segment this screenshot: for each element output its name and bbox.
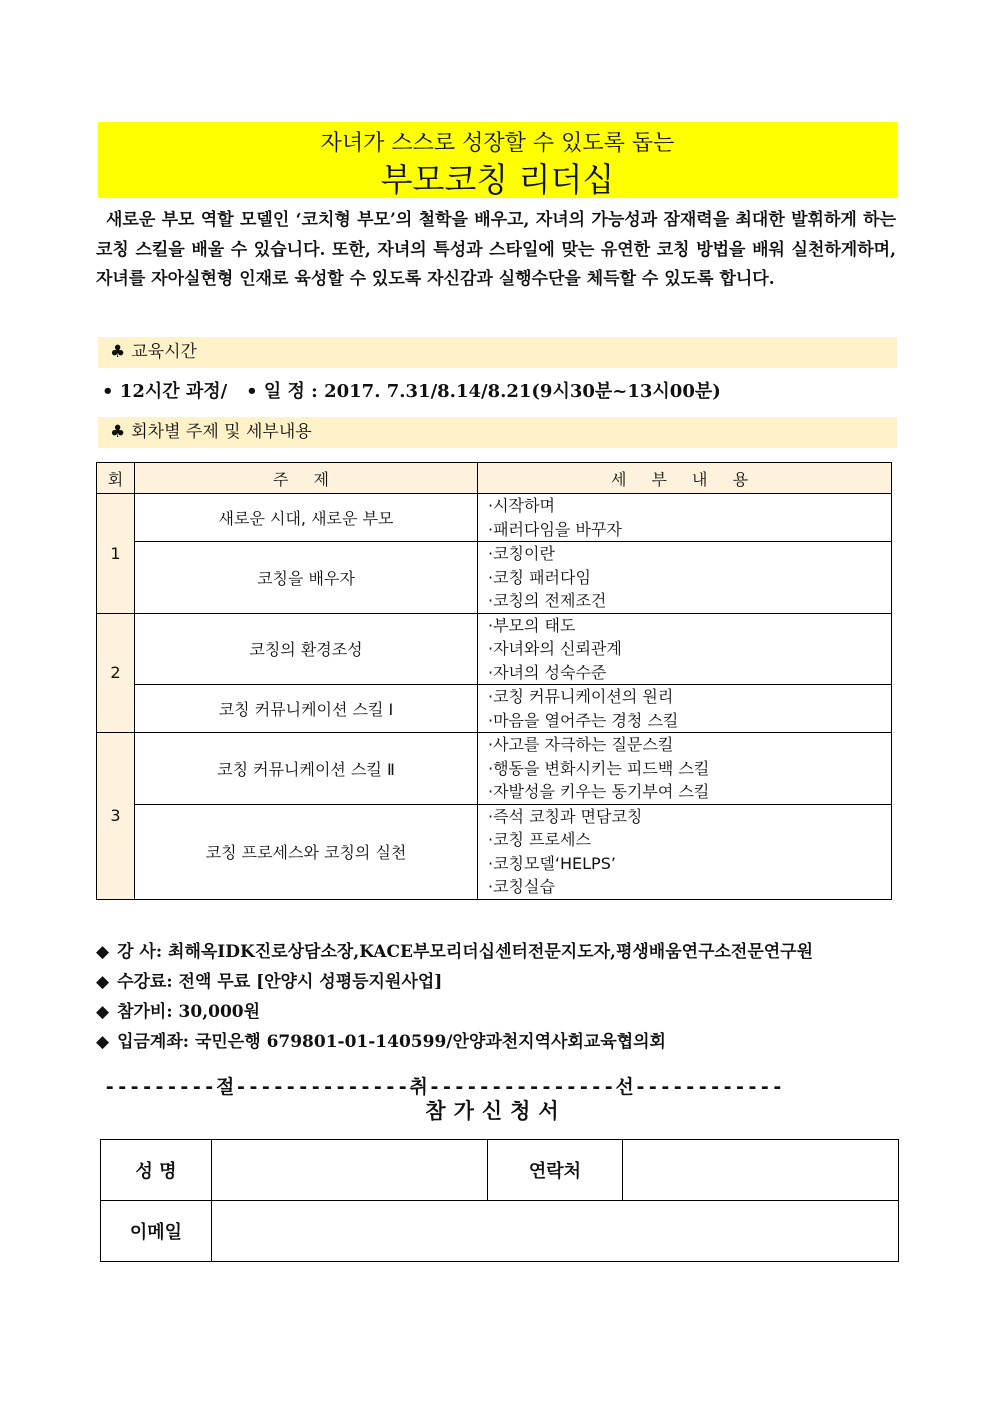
cut-line: ---------절--------------취---------------선------------ xyxy=(104,1076,785,1098)
detail-item: ·코칭의 전제조건 xyxy=(488,591,607,610)
diamond-icon: ◆ xyxy=(96,972,110,992)
bullet-icon: • xyxy=(102,381,114,402)
table-row xyxy=(97,804,892,899)
info-fee xyxy=(96,997,260,1022)
detail-cell xyxy=(478,804,892,899)
club-icon: ♣ xyxy=(110,342,126,362)
application-form xyxy=(100,1139,899,1262)
schedule-label: 일 정 : xyxy=(263,381,318,402)
topic-cell: 코칭 프로세스와 코칭의 실천 xyxy=(135,804,478,899)
table-row xyxy=(97,542,892,614)
round-number: 2 xyxy=(97,613,135,733)
topic-cell: 새로운 시대, 새로운 부모 xyxy=(135,494,478,542)
detail-cell xyxy=(478,494,892,542)
info-tuition xyxy=(96,967,442,992)
detail-item: ·사고를 자극하는 질문스킬 xyxy=(488,735,674,754)
section-title-time: 교육시간 xyxy=(131,342,197,362)
header-round: 회 xyxy=(97,463,135,494)
round-number: 1 xyxy=(97,494,135,614)
detail-item: ·코칭실습 xyxy=(488,877,555,896)
fee-text: 참가비: 30,000원 xyxy=(117,1002,261,1022)
form-row xyxy=(101,1201,899,1262)
detail-item: ·자녀와의 신뢰관계 xyxy=(488,639,622,658)
intro-paragraph: 새로운 부모 역할 모델인 ‘코치형 부모’의 철학을 배우고, 자녀의 가능성과 잠재력을 최대한 발휘하게 하는 코칭 스킬을 배울 수 있습니다. 또한, 자녀의 특성과 스타일에 맞는 유연한 코칭 방법을 배워 실천하게하며, 자녀를 자아실현형 인재로 육성할 수 있도록 자신감과 실행수단을 체득할 수 있도록 합니다. xyxy=(96,210,896,289)
contact-label: 연락처 xyxy=(488,1140,623,1201)
table-row xyxy=(97,494,892,542)
diamond-icon: ◆ xyxy=(96,942,110,962)
name-label: 성 명 xyxy=(101,1140,212,1201)
header-detail: 세 부 내 용 xyxy=(478,463,892,494)
detail-item: ·코칭 패러다임 xyxy=(488,567,591,587)
table-row xyxy=(97,685,892,733)
detail-cell xyxy=(478,542,892,614)
table-header-row xyxy=(97,463,892,494)
detail-item: ·부모의 태도 xyxy=(488,615,576,635)
round-number: 3 xyxy=(97,733,135,900)
detail-item: ·코칭모델‘HELPS’ xyxy=(488,853,616,873)
table-row xyxy=(97,733,892,805)
email-field[interactable] xyxy=(212,1201,899,1262)
detail-item: ·코칭이란 xyxy=(488,544,555,563)
tuition-text: 수강료: 전액 무료 [안양시 성평등지원사업] xyxy=(117,972,443,992)
detail-cell xyxy=(478,685,892,733)
topic-cell: 코칭 커뮤니케이션 스킬 Ⅱ xyxy=(135,733,478,805)
topic-cell: 코칭을 배우자 xyxy=(135,542,478,614)
bullet-icon: • xyxy=(246,381,258,402)
table-row xyxy=(97,613,892,685)
account-text: 입금계좌: 국민은행 679801-01-140599/안양과천지역사회교육협의회 xyxy=(117,1032,666,1052)
detail-item: ·행동을 변화시키는 피드백 스킬 xyxy=(488,758,710,778)
diamond-icon: ◆ xyxy=(96,1002,110,1022)
title-banner xyxy=(98,122,897,198)
schedule-dates: 2017. 7.31/8.14/8.21(9시30분~13시00분) xyxy=(324,381,721,402)
curriculum-table xyxy=(96,462,892,900)
detail-item: ·마음을 열어주는 경청 스킬 xyxy=(488,710,679,730)
detail-item: ·패러다임을 바꾸자 xyxy=(488,519,622,539)
info-lecturer xyxy=(96,937,813,962)
schedule-line xyxy=(102,377,721,403)
page-title: 부모코칭 리더십 xyxy=(380,160,615,199)
detail-item: ·자발성을 키우는 동기부여 스킬 xyxy=(488,782,710,801)
detail-cell xyxy=(478,733,892,805)
topic-cell: 코칭의 환경조성 xyxy=(135,613,478,685)
section-title-topics: 회차별 주제 및 세부내용 xyxy=(131,422,312,442)
detail-item: ·즉석 코칭과 면담코칭 xyxy=(488,806,643,826)
course-length: 12시간 과정/ xyxy=(119,381,228,402)
topic-cell: 코칭 커뮤니케이션 스킬 Ⅰ xyxy=(135,685,478,733)
header-topic: 주 제 xyxy=(135,463,478,494)
detail-item: ·코칭 커뮤니케이션의 원리 xyxy=(488,687,674,706)
contact-field[interactable] xyxy=(623,1140,899,1201)
lecturer-text: 강 사: 최해옥IDK진로상담소장,KACE부모리더십센터전문지도자,평생배움연구소전문연구원 xyxy=(117,942,814,962)
info-account xyxy=(96,1027,666,1052)
email-label: 이메일 xyxy=(101,1201,212,1262)
club-icon: ♣ xyxy=(110,422,126,442)
page-subtitle: 자녀가 스스로 성장할 수 있도록 돕는 xyxy=(320,131,675,156)
form-row xyxy=(101,1140,899,1201)
detail-item: ·시작하며 xyxy=(488,496,555,515)
detail-item: ·코칭 프로세스 xyxy=(488,830,591,849)
form-title: 참가신청서 xyxy=(425,1098,567,1123)
diamond-icon: ◆ xyxy=(96,1032,110,1052)
detail-cell xyxy=(478,613,892,685)
section-education-time xyxy=(98,337,897,368)
detail-item: ·자녀의 성숙수준 xyxy=(488,662,607,682)
section-topics xyxy=(98,417,897,448)
name-field[interactable] xyxy=(212,1140,488,1201)
